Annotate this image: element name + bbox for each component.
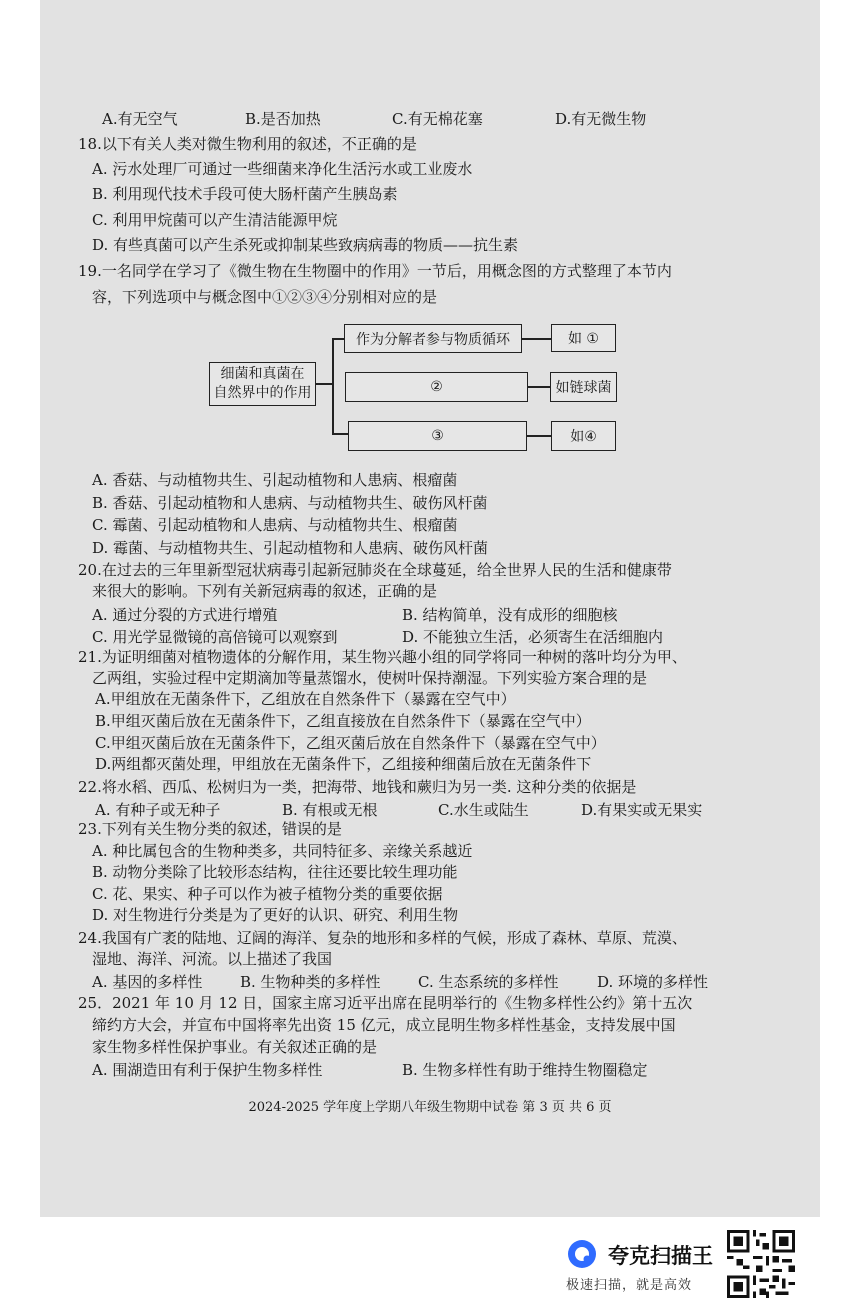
q22-option-b: B. 有根或无根 [282,801,378,819]
q17-option-c: C.有无棉花塞 [392,110,483,128]
q22-option-a: A. 有种子或无种子 [95,801,221,819]
brand-slogan: 极速扫描，就是高效 [566,1278,693,1293]
brand-name: 夸克扫描王 [608,1244,713,1268]
q21-option-b: B.甲组灭菌后放在无菌条件下，乙组直接放在自然条件下（暴露在空气中） [95,712,591,730]
q19-option-a: A. 香菇、与动植物共生、引起动植物和人患病、根瘤菌 [92,471,458,489]
q24-option-b: B. 生物种类的多样性 [240,973,381,991]
diagram-branch-2 [345,372,528,402]
diagram-connector [332,338,334,435]
q21-option-c: C.甲组灭菌后放在无菌条件下，乙组灭菌后放在自然条件下（暴露在空气中） [95,734,606,752]
q22-option-d: D.有果实或无果实 [581,801,703,819]
q19-stem-line1: 19.一名同学在学习了《微生物在生物圈中的作用》一节后，用概念图的方式整理了本节内 [78,262,672,280]
q24-stem-line1: 24.我国有广袤的陆地、辽阔的海洋、复杂的地形和多样的气候，形成了森林、草原、荒漠、 [78,929,687,947]
q23-stem: 23.下列有关生物分类的叙述，错误的是 [78,820,342,838]
q17-option-d: D.有无微生物 [555,110,647,128]
diagram-leaf-2-text: 如链球菌 [555,380,612,396]
q22-option-c: C.水生或陆生 [438,801,529,819]
diagram-connector [332,433,348,435]
q18-option-c: C. 利用甲烷菌可以产生清洁能源甲烷 [92,211,338,229]
q18-option-a: A. 污水处理厂可通过一些细菌来净化生活污水或工业废水 [92,160,473,178]
diagram-connector [522,338,551,340]
q24-option-a: A. 基因的多样性 [92,973,203,991]
diagram-root-line2: 自然界中的作用 [213,385,312,401]
diagram-leaf-3 [551,421,616,451]
diagram-connector [316,383,333,385]
q20-option-a: A. 通过分裂的方式进行增殖 [92,606,278,624]
diagram-branch-3-text: ③ [431,428,444,444]
diagram-branch-3 [348,421,527,451]
q25-option-b: B. 生物多样性有助于维持生物圈稳定 [402,1061,648,1079]
q24-stem-line2: 湿地、海洋、河流。以上描述了我国 [92,950,333,968]
q23-option-d: D. 对生物进行分类是为了更好的认识、研究、利用生物 [92,906,459,924]
q19-option-d: D. 霉菌、与动植物共生、引起动植物和人患病、破伤风杆菌 [92,539,489,557]
diagram-leaf-2 [550,372,617,402]
diagram-leaf-1-text: 如 ① [567,331,599,347]
quark-logo-icon [566,1238,598,1270]
q23-option-a: A. 种比属包含的生物种类多，共同特征多、亲缘关系越近 [92,842,473,860]
diagram-leaf-1 [551,324,616,352]
diagram-root-line1: 细菌和真菌在 [220,366,305,382]
q18-stem: 18.以下有关人类对微生物利用的叙述，不正确的是 [78,135,417,153]
page-footer: 2024-2025 学年度上学期八年级生物期中试卷 第 3 页 共 6 页 [248,1100,612,1115]
q17-option-a: A.有无空气 [102,110,178,128]
q20-option-c: C. 用光学显微镜的高倍镜可以观察到 [92,628,338,646]
q21-option-d: D.两组都灭菌处理，甲组放在无菌条件下，乙组接种细菌后放在无菌条件下 [95,755,592,773]
q19-option-b: B. 香菇、引起动植物和人患病、与动植物共生、破伤风杆菌 [92,494,488,512]
diagram-connector [527,435,551,437]
scanner-watermark [566,1234,726,1294]
q20-stem-line2: 来很大的影响。下列有关新冠病毒的叙述，正确的是 [92,582,438,600]
diagram-connector [528,386,550,388]
diagram-branch-1 [344,324,522,353]
qr-code-icon [727,1230,795,1298]
q20-option-b: B. 结构简单，没有成形的细胞核 [402,606,618,624]
q23-option-c: C. 花、果实、种子可以作为被子植物分类的重要依据 [92,885,443,903]
q21-option-a: A.甲组放在无菌条件下，乙组放在自然条件下（暴露在空气中） [95,690,516,708]
q24-option-d: D. 环境的多样性 [597,973,709,991]
q25-stem-line3: 家生物多样性保护事业。有关叙述正确的是 [92,1038,378,1056]
q25-option-a: A. 围湖造田有利于保护生物多样性 [92,1061,323,1079]
q17-option-b: B.是否加热 [245,110,321,128]
q20-option-d: D. 不能独立生活，必须寄生在活细胞内 [402,628,664,646]
q21-stem-line2: 乙两组，实验过程中定期滴加等量蒸馏水，使树叶保持潮湿。下列实验方案合理的是 [92,669,648,687]
diagram-leaf-3-text: 如④ [570,429,597,445]
diagram-root-box [209,362,316,406]
q25-stem-line1: 25．2021 年 10 月 12 日，国家主席习近平出席在昆明举行的《生物多样性公约》第十五次 [78,994,693,1012]
q19-stem-line2: 容，下列选项中与概念图中①②③④分别相对应的是 [92,288,438,306]
diagram-branch-2-text: ② [430,379,443,395]
q25-stem-line2: 缔约方大会，并宣布中国将率先出资 15 亿元，成立昆明生物多样性基金，支持发展中国 [92,1016,676,1034]
q23-option-b: B. 动物分类除了比较形态结构，往往还要比较生理功能 [92,863,458,881]
q18-option-b: B. 利用现代技术手段可使大肠杆菌产生胰岛素 [92,185,398,203]
q18-option-d: D. 有些真菌可以产生杀死或抑制某些致病病毒的物质——抗生素 [92,236,519,254]
q24-option-c: C. 生态系统的多样性 [418,973,559,991]
q20-stem-line1: 20.在过去的三年里新型冠状病毒引起新冠肺炎在全球蔓延，给全世界人民的生活和健康带 [78,561,672,579]
diagram-branch-1-text: 作为分解者参与物质循环 [356,331,510,348]
q19-option-c: C. 霉菌、引起动植物和人患病、与动植物共生、根瘤菌 [92,516,458,534]
q22-stem: 22.将水稻、西瓜、松树归为一类，把海带、地钱和蕨归为另一类. 这种分类的依据是 [78,778,637,796]
q21-stem-line1: 21.为证明细菌对植物遗体的分解作用，某生物兴趣小组的同学将同一种树的落叶均分为甲、 [78,648,687,666]
